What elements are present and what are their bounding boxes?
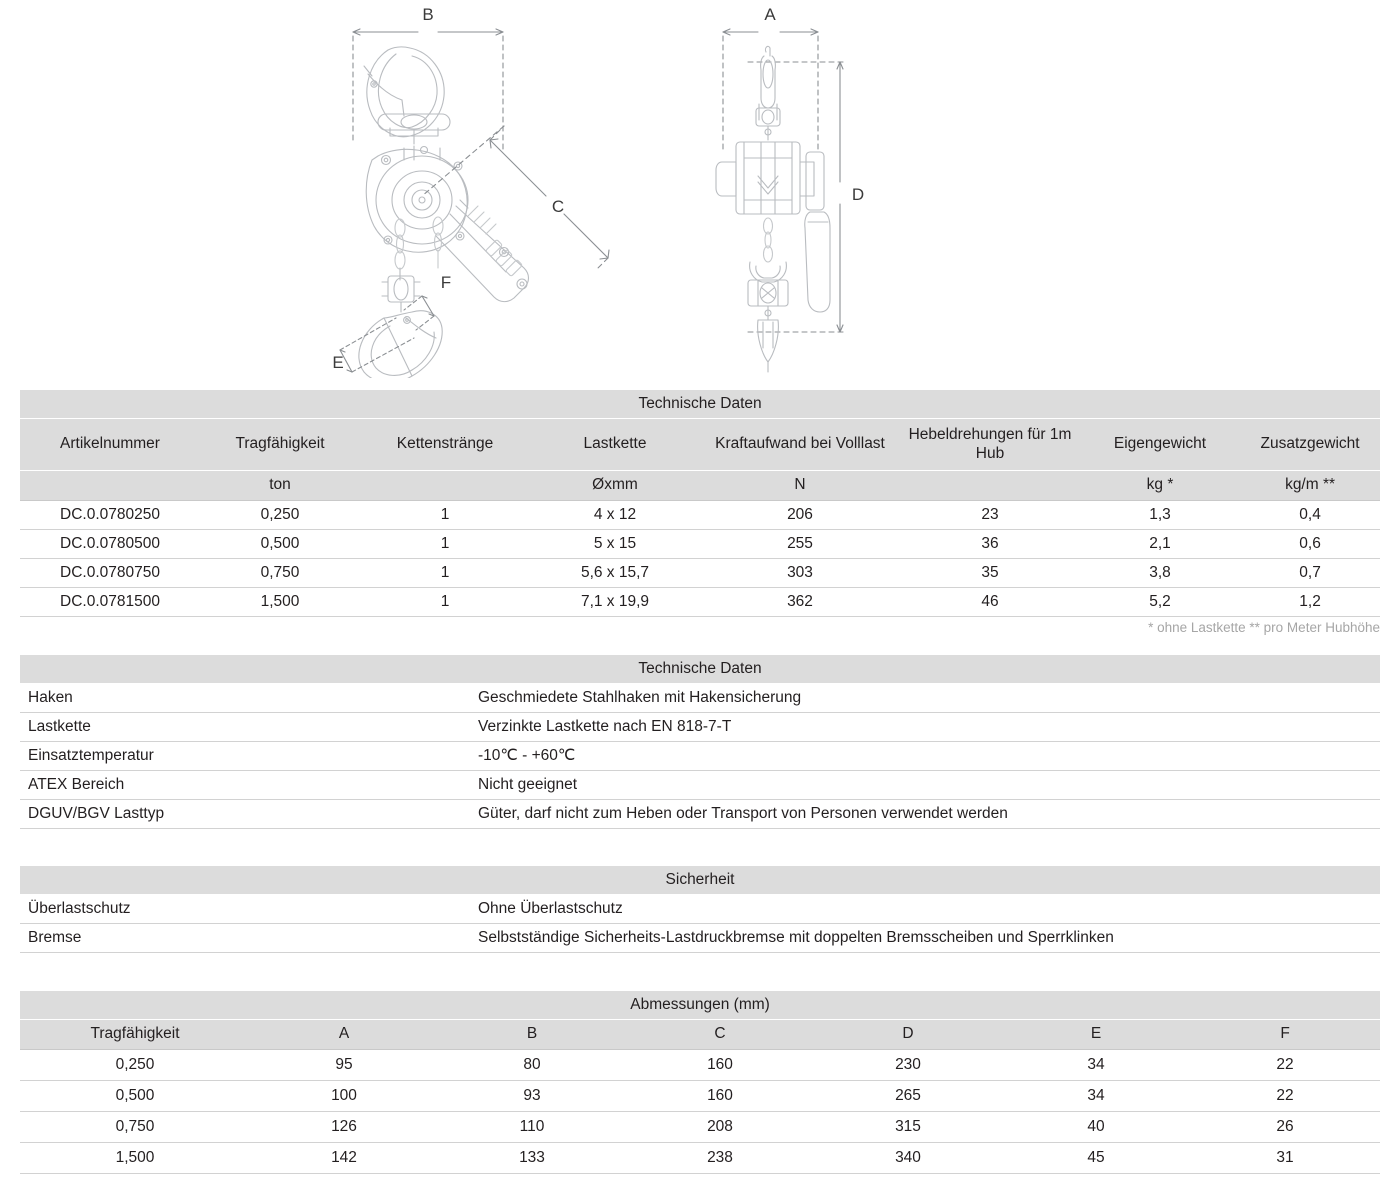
table-row (20, 500, 1380, 529)
cell-artikelnummer: DC.0.0780250 (20, 500, 200, 529)
dimensions-row (20, 1080, 1380, 1111)
cell-eigengewicht: 2,1 (1080, 529, 1240, 558)
cell-kraftaufwand: 303 (700, 558, 900, 587)
col-header-hebeldrehungen: Hebeldrehungen für 1m Hub (900, 418, 1080, 470)
dim-label-E: E (331, 353, 344, 372)
col-header-zusatzgewicht: Zusatzgewicht (1240, 418, 1380, 470)
dim-cell-a: 95 (250, 1049, 438, 1080)
unit-zusatzgewicht: kg/m ** (1240, 470, 1380, 500)
dim-cell-d: 230 (814, 1049, 1002, 1080)
col-header-eigengewicht: Eigengewicht (1080, 418, 1240, 470)
dim-cell-b: 133 (438, 1142, 626, 1173)
dim-col-header-b: B (438, 1019, 626, 1049)
unit-eigengewicht: kg * (1080, 470, 1240, 500)
cell-kettenstraenge: 1 (360, 529, 530, 558)
spec-value-lastkette: Verzinkte Lastkette nach EN 818-7-T (478, 712, 1380, 741)
dim-label-B: B (421, 5, 434, 24)
dim-cell-a: 126 (250, 1111, 438, 1142)
cell-hebeldrehungen: 36 (900, 529, 1080, 558)
dim-cell-f: 31 (1190, 1142, 1380, 1173)
dim-cell-b: 80 (438, 1049, 626, 1080)
dim-cell-tragfaehigkeit: 0,750 (20, 1111, 250, 1142)
cell-tragfaehigkeit: 0,250 (200, 500, 360, 529)
safety-label-ueberlastschutz: Überlastschutz (20, 894, 478, 923)
dim-col-header-c: C (626, 1019, 814, 1049)
col-header-artikelnummer: Artikelnummer (20, 418, 200, 470)
dim-col-header-d: D (814, 1019, 1002, 1049)
cell-lastkette: 5 x 15 (530, 529, 700, 558)
lever-hoist-drawing-svg (318, 0, 1078, 378)
col-header-tragfaehigkeit: Tragfähigkeit (200, 418, 360, 470)
cell-kraftaufwand: 206 (700, 500, 900, 529)
dim-cell-f: 22 (1190, 1080, 1380, 1111)
dim-cell-d: 340 (814, 1142, 1002, 1173)
spec-value-atex: Nicht geeignet (478, 770, 1380, 799)
specs-title: Technische Daten (20, 655, 1380, 683)
cell-artikelnummer: DC.0.0780500 (20, 529, 200, 558)
dim-cell-e: 40 (1002, 1111, 1190, 1142)
specs-row (20, 799, 1380, 828)
unit-hebeldrehungen (900, 470, 1080, 500)
dim-cell-c: 208 (626, 1111, 814, 1142)
col-header-kraftaufwand: Kraftaufwand bei Volllast (700, 418, 900, 470)
spec-value-dguv-bgv: Güter, darf nicht zum Heben oder Transport von Personen verwendet werden (478, 799, 1380, 828)
table-row (20, 587, 1380, 616)
cell-zusatzgewicht: 1,2 (1240, 587, 1380, 616)
dimensions-row (20, 1049, 1380, 1080)
cell-eigengewicht: 3,8 (1080, 558, 1240, 587)
safety-value-ueberlastschutz: Ohne Überlastschutz (478, 894, 1380, 923)
spec-label-atex: ATEX Bereich (20, 770, 478, 799)
safety-table (20, 866, 1380, 953)
technical-drawing (0, 0, 1395, 378)
safety-label-bremse: Bremse (20, 923, 478, 952)
dim-cell-c: 160 (626, 1049, 814, 1080)
dim-cell-a: 100 (250, 1080, 438, 1111)
cell-hebeldrehungen: 46 (900, 587, 1080, 616)
dim-col-header-tragfaehigkeit: Tragfähigkeit (20, 1019, 250, 1049)
dimensions-title-row (20, 991, 1380, 1019)
cell-zusatzgewicht: 0,7 (1240, 558, 1380, 587)
dim-cell-e: 34 (1002, 1080, 1190, 1111)
spec-value-haken: Geschmiedete Stahlhaken mit Hakensicherung (478, 683, 1380, 712)
cell-hebeldrehungen: 23 (900, 500, 1080, 529)
cell-kettenstraenge: 1 (360, 500, 530, 529)
dim-col-header-e: E (1002, 1019, 1190, 1049)
dim-cell-d: 315 (814, 1111, 1002, 1142)
dim-cell-f: 26 (1190, 1111, 1380, 1142)
dim-cell-tragfaehigkeit: 0,250 (20, 1049, 250, 1080)
specs-row (20, 770, 1380, 799)
cell-lastkette: 5,6 x 15,7 (530, 558, 700, 587)
col-header-lastkette: Lastkette (530, 418, 700, 470)
cell-kettenstraenge: 1 (360, 558, 530, 587)
unit-kraftaufwand: N (700, 470, 900, 500)
dim-label-A: A (763, 5, 776, 24)
specs-title-row (20, 655, 1380, 683)
table-row (20, 529, 1380, 558)
safety-title-row (20, 866, 1380, 894)
cell-eigengewicht: 1,3 (1080, 500, 1240, 529)
spec-label-haken: Haken (20, 683, 478, 712)
cell-tragfaehigkeit: 0,750 (200, 558, 360, 587)
unit-kettenstraenge (360, 470, 530, 500)
unit-lastkette: Øxmm (530, 470, 700, 500)
cell-lastkette: 7,1 x 19,9 (530, 587, 700, 616)
technical-data-table (20, 390, 1380, 617)
safety-value-bremse: Selbstständige Sicherheits-Lastdruckbremse mit doppelten Bremsscheiben und Sperrklinken (478, 923, 1380, 952)
table-header-row (20, 418, 1380, 470)
cell-artikelnummer: DC.0.0780750 (20, 558, 200, 587)
specs-row (20, 683, 1380, 712)
dimensions-row (20, 1111, 1380, 1142)
safety-row (20, 923, 1380, 952)
dim-label-F: F (440, 273, 451, 292)
dim-cell-c: 160 (626, 1080, 814, 1111)
table-title: Technische Daten (20, 390, 1380, 418)
cell-hebeldrehungen: 35 (900, 558, 1080, 587)
cell-zusatzgewicht: 0,4 (1240, 500, 1380, 529)
cell-eigengewicht: 5,2 (1080, 587, 1240, 616)
dim-cell-f: 22 (1190, 1049, 1380, 1080)
cell-artikelnummer: DC.0.0781500 (20, 587, 200, 616)
table-unit-row (20, 470, 1380, 500)
technical-table-footnote: * ohne Lastkette ** pro Meter Hubhöhe (1148, 620, 1380, 635)
table-row (20, 558, 1380, 587)
spec-label-einsatztemperatur: Einsatztemperatur (20, 741, 478, 770)
unit-tragfaehigkeit: ton (200, 470, 360, 500)
specs-table (20, 655, 1380, 829)
col-header-kettenstraenge: Kettenstränge (360, 418, 530, 470)
dim-cell-a: 142 (250, 1142, 438, 1173)
dim-cell-d: 265 (814, 1080, 1002, 1111)
specs-row (20, 712, 1380, 741)
dim-cell-b: 110 (438, 1111, 626, 1142)
safety-row (20, 894, 1380, 923)
dimensions-table (20, 991, 1380, 1174)
spec-value-einsatztemperatur: -10℃ - +60℃ (478, 741, 1380, 770)
cell-kraftaufwand: 255 (700, 529, 900, 558)
spec-label-dguv-bgv: DGUV/BGV Lasttyp (20, 799, 478, 828)
dimensions-header-row (20, 1019, 1380, 1049)
cell-kraftaufwand: 362 (700, 587, 900, 616)
dim-cell-tragfaehigkeit: 1,500 (20, 1142, 250, 1173)
dim-label-C: C (551, 197, 564, 216)
dim-cell-b: 93 (438, 1080, 626, 1111)
cell-tragfaehigkeit: 0,500 (200, 529, 360, 558)
dim-cell-e: 45 (1002, 1142, 1190, 1173)
dim-label-D: D (851, 185, 864, 204)
table-title-row (20, 390, 1380, 418)
dim-cell-c: 238 (626, 1142, 814, 1173)
cell-zusatzgewicht: 0,6 (1240, 529, 1380, 558)
spec-label-lastkette: Lastkette (20, 712, 478, 741)
dim-col-header-a: A (250, 1019, 438, 1049)
dimensions-title: Abmessungen (mm) (20, 991, 1380, 1019)
cell-kettenstraenge: 1 (360, 587, 530, 616)
cell-tragfaehigkeit: 1,500 (200, 587, 360, 616)
dim-cell-tragfaehigkeit: 0,500 (20, 1080, 250, 1111)
unit-artikelnummer (20, 470, 200, 500)
dim-cell-e: 34 (1002, 1049, 1190, 1080)
dimensions-row (20, 1142, 1380, 1173)
specs-row (20, 741, 1380, 770)
cell-lastkette: 4 x 12 (530, 500, 700, 529)
safety-title: Sicherheit (20, 866, 1380, 894)
dim-col-header-f: F (1190, 1019, 1380, 1049)
